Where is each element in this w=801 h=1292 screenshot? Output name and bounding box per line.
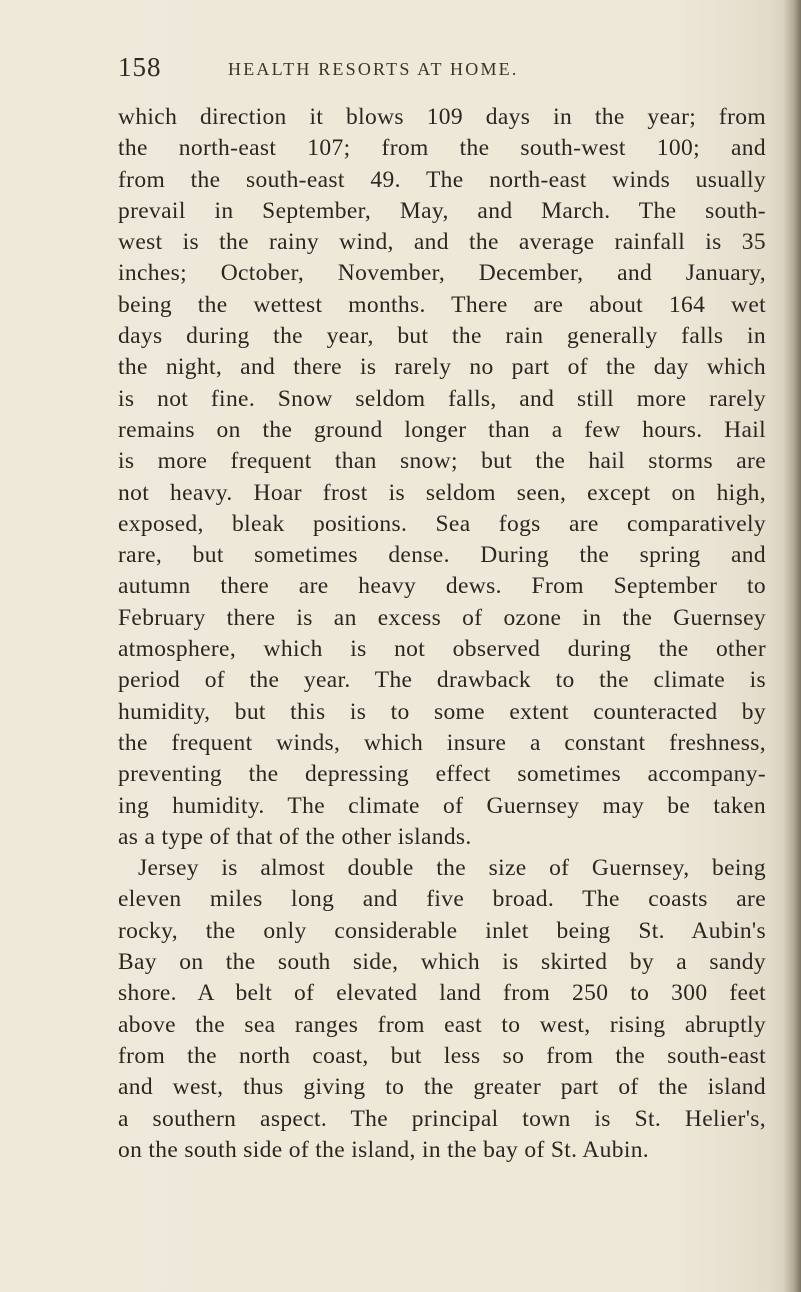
text-line: February there is an excess of ozone in the Guernsey <box>118 604 766 631</box>
text-line: the north-east 107; from the south-west 100; and <box>118 135 766 162</box>
text-line: west is the rainy wind, and the average rainfall is 35 <box>118 229 766 256</box>
text-line: is more frequent than snow; but the hail storms are <box>118 448 766 475</box>
text-line: being the wettest months. There are about 164 wet <box>118 291 766 318</box>
text-line: on the south side of the island, in the bay of St. Aubin. <box>118 1136 650 1163</box>
text-line: preventing the depressing effect sometimes accompany- <box>118 761 766 788</box>
text-line: rare, but sometimes dense. During the spring and <box>118 542 766 569</box>
text-line: above the sea ranges from east to west, rising abruptly <box>118 1011 766 1038</box>
body-text <box>118 102 766 1166</box>
text-line: ing humidity. The climate of Guernsey may be taken <box>118 792 766 819</box>
text-line: atmosphere, which is not observed during the other <box>118 636 766 663</box>
text-line: not heavy. Hoar frost is seldom seen, except on high, <box>118 479 766 506</box>
text-line: which direction it blows 109 days in the year; from <box>118 104 766 130</box>
text-line: exposed, bleak positions. Sea fogs are comparatively <box>118 510 766 537</box>
text-line: eleven miles long and five broad. The coasts are <box>118 886 766 913</box>
text-line: inches; October, November, December, and January, <box>118 260 766 287</box>
text-line: Jersey is almost double the size of Guernsey, being <box>138 855 766 882</box>
text-line: and west, thus giving to the greater part of the island <box>118 1074 766 1101</box>
text-line: humidity, but this is to some extent counteracted by <box>118 698 766 725</box>
text-line: a southern aspect. The principal town is St. Helier's, <box>118 1105 766 1132</box>
text-line: shore. A belt of elevated land from 250 to 300 feet <box>118 980 766 1007</box>
text-line: days during the year, but the rain generally falls in <box>118 323 766 350</box>
text-line: from the north coast, but less so from the south-east <box>118 1042 766 1069</box>
page-number: 158 <box>118 52 162 82</box>
running-head: HEALTH RESORTS AT HOME. <box>228 59 519 79</box>
text-line: is not fine. Snow seldom falls, and still more rarely <box>118 385 766 412</box>
text-line: from the south-east 49. The north-east winds usually <box>118 166 766 193</box>
text-line: the frequent winds, which insure a constant freshness, <box>118 729 766 756</box>
text-line: Bay on the south side, which is skirted by a sandy <box>118 949 766 976</box>
text-line: prevail in September, May, and March. The south- <box>118 197 766 224</box>
text-line: period of the year. The drawback to the climate is <box>118 667 766 694</box>
text-line: remains on the ground longer than a few hours. Hail <box>118 416 766 443</box>
page-edge-shadow <box>783 0 801 1292</box>
text-line: the night, and there is rarely no part of the day which <box>118 354 766 381</box>
text-line: autumn there are heavy dews. From September to <box>118 573 766 600</box>
text-line: rocky, the only considerable inlet being St. Aubin's <box>118 917 766 944</box>
page-header <box>118 52 758 86</box>
text-line: as a type of that of the other islands. <box>118 823 472 850</box>
